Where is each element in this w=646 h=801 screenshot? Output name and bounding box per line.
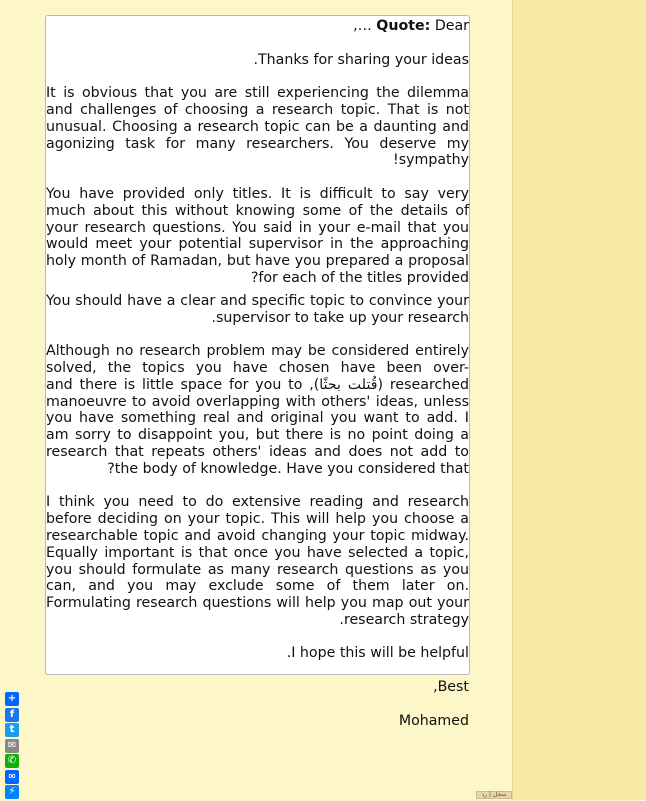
copy-link-share-button[interactable] — [5, 770, 19, 784]
whatsapp-icon: ✆ — [7, 755, 17, 766]
quote-header — [46, 18, 469, 35]
quote-paragraph-5-end: ), and there is little space for you to manoeuvre to avoid overlapping with others' ideas, unless you have something real and original you want to add. I am sorry to disappoint you, but there is no point doing a research that repeats others' ideas and does not add to the body of knowledge. Have you considered that? — [46, 376, 469, 477]
quote-paragraph-7: I hope this will be helpful. — [286, 645, 469, 662]
quote-opening: Dear …, — [353, 18, 469, 34]
share-bar — [5, 692, 21, 801]
twitter-icon: t — [9, 724, 15, 735]
quote-paragraph-5-start: Although no research problem may be considered entirely solved, the topics you have chosen have been over-researched ( — [46, 343, 470, 393]
quote-signature: Mohamed — [398, 712, 469, 729]
quote-label: Quote: — [376, 18, 431, 34]
messenger-icon: ⚡ — [8, 786, 16, 797]
quote-paragraph-4: You should have a clear and specific topic to convince your supervisor to take up your research. — [46, 292, 469, 326]
whatsapp-share-button[interactable] — [5, 754, 19, 768]
messenger-share-button[interactable] — [5, 785, 19, 799]
quote-paragraph-2: It is obvious that you are still experiencing the dilemma and challenges of choosing a research topic. That is not unusual. Choosing a research topic can be a daunting and agonizing task for many researchers. You deserve my sympathy! — [46, 85, 469, 169]
quote-paragraph-6: I think you need to do extensive reading and research before deciding on your topic. This will help you choose a researchable topic and avoid changing your topic midway. Equally important is that once you have selected a topic, you should formulate as many research questions as you can, and you may exclude some of them later on. Formulating research questions will help you map out your research strategy. — [46, 494, 469, 628]
right-sidebar-strip — [512, 0, 646, 800]
quote-paragraph-1: Thanks for sharing your ideas. — [253, 51, 469, 68]
facebook-share-button[interactable] — [5, 708, 19, 722]
quote-paragraph-3: You have provided only titles. It is difficult to say very much about this without knowing some of the details of your research questions. You said in your e-mail that you would meet your potential supervisor in the approaching holy month of Ramadan, but have you prepared a proposal for each of the titles provided? — [46, 185, 469, 286]
email-icon: ✉ — [7, 739, 17, 751]
twitter-share-button[interactable] — [5, 723, 19, 737]
quote-arabic-phrase: قُتلت بحثًا — [319, 376, 378, 393]
quote-sign-off: Best, — [433, 679, 469, 696]
email-share-button[interactable] — [5, 739, 19, 753]
facebook-icon: f — [9, 708, 15, 720]
footer-links[interactable]: سجل | رد — [476, 791, 512, 799]
add-icon: + — [7, 693, 17, 704]
add-share-button[interactable] — [5, 692, 19, 706]
quote-paragraph-5 — [46, 343, 469, 477]
copy-link-icon: ∞ — [7, 770, 17, 782]
quote-box — [45, 15, 470, 729]
